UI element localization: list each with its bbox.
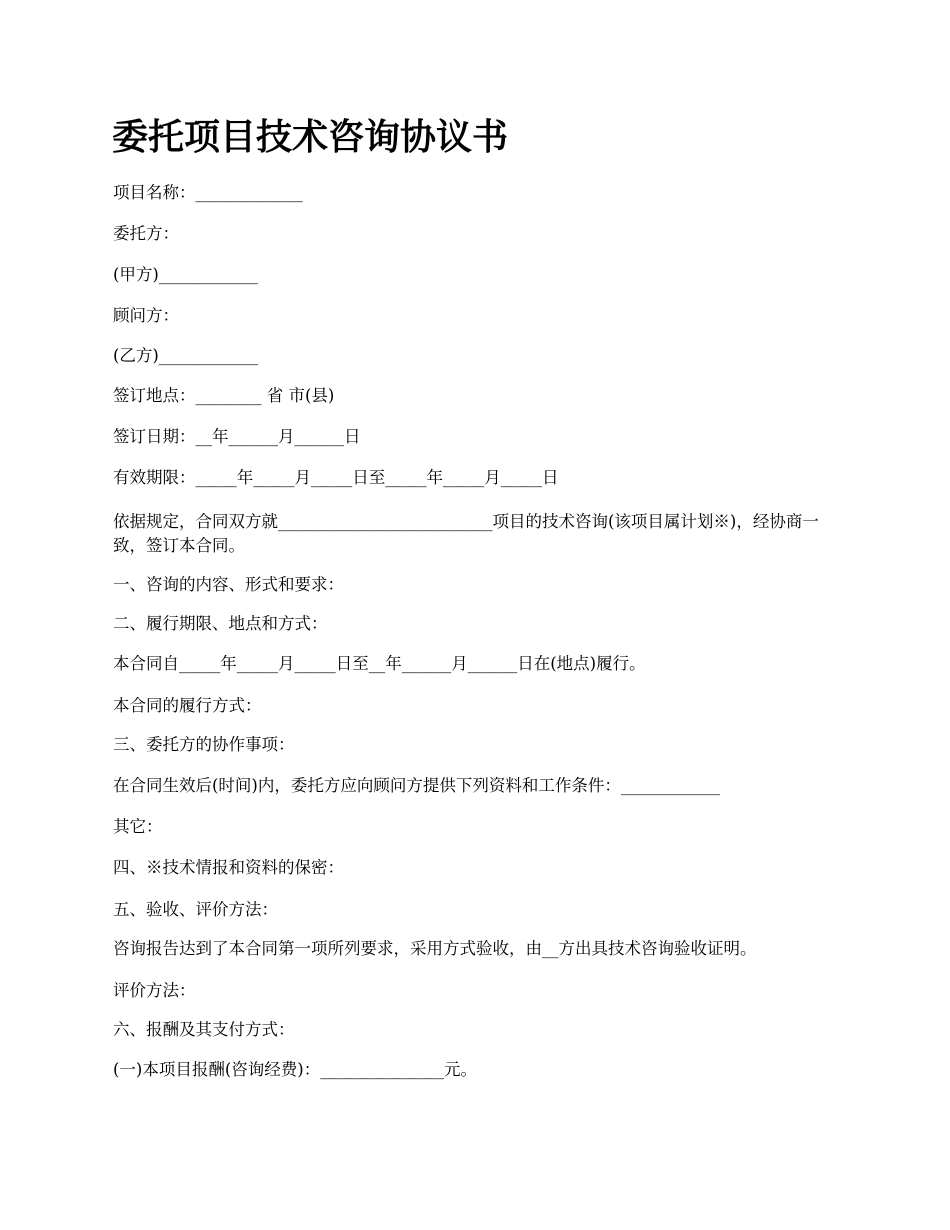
performance-method-line: 本合同的履行方式： — [113, 696, 262, 715]
section-5-heading: 五、验收、评价方法： — [113, 900, 278, 919]
acceptance-line: 咨询报告达到了本合同第一项所列要求，采用方式验收，由__方出具技术咨询验收证明。 — [113, 939, 757, 958]
section-2-heading: 二、履行期限、地点和方式： — [113, 614, 328, 633]
signing-place-line: 签订地点：________ 省 市(县) — [113, 386, 335, 405]
section-3-heading: 三、委托方的协作事项： — [113, 735, 295, 754]
other-label: 其它： — [113, 817, 163, 836]
evaluation-method-label: 评价方法： — [113, 981, 196, 1000]
preamble-paragraph: 依据规定，合同双方就__________________________项目的技术咨询(该项目属计划※)，经协商一致，签订本合同。 — [113, 512, 819, 555]
project-name-line: 项目名称：_____________ — [113, 183, 303, 202]
consultant-label: 顾问方： — [113, 306, 179, 325]
signing-date-line: 签订日期：__年______月______日 — [113, 427, 361, 446]
performance-period-line: 本合同自_____年_____月_____日至__年______月______日在(地点)履行。 — [113, 654, 646, 673]
section-4-heading: 四、※技术情报和资料的保密： — [113, 858, 344, 877]
section-1-heading: 一、咨询的内容、形式和要求： — [113, 575, 344, 594]
document-title: 委托项目技术咨询协议书 — [112, 116, 509, 158]
validity-period-line: 有效期限：_____年_____月_____日至_____年_____月_____日 — [113, 468, 559, 487]
materials-provision-line: 在合同生效后(时间)内，委托方应向顾问方提供下列资料和工作条件：____________ — [113, 776, 720, 795]
fee-line: (一)本项目报酬(咨询经费)：_______________元。 — [113, 1060, 477, 1079]
party-a-line: (甲方)____________ — [113, 265, 258, 284]
party-b-line: (乙方)____________ — [113, 346, 258, 365]
client-label: 委托方： — [113, 224, 179, 243]
section-6-heading: 六、报酬及其支付方式： — [113, 1020, 295, 1039]
